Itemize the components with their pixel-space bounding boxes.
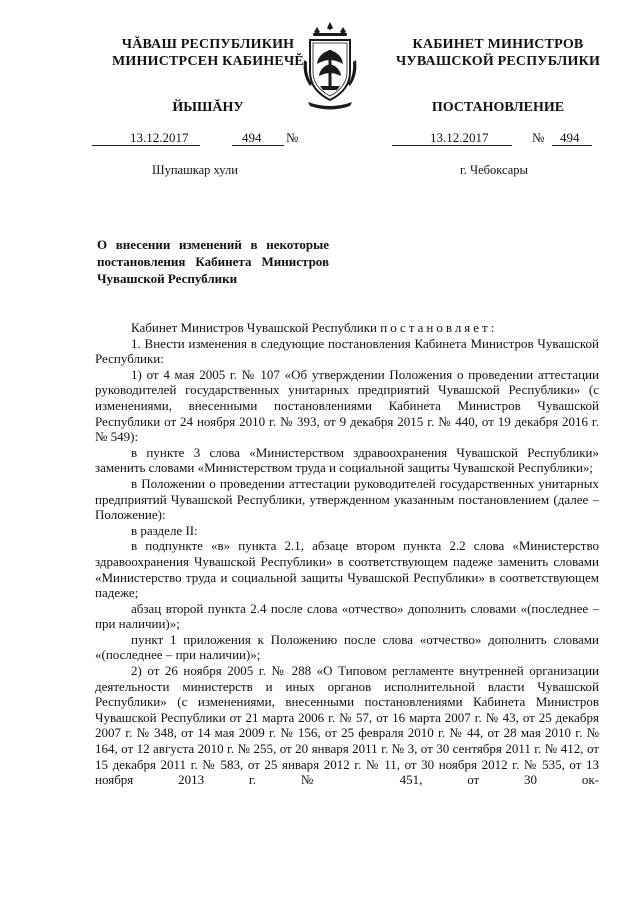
body-paragraph: 1. Внести изменения в следующие постановления Кабинета Министров Чувашской Республики: — [95, 335, 599, 367]
header-right-line2: ЧУВАШСКОЙ РЕСПУБЛИКИ — [395, 54, 601, 69]
header-left-line1: ЧĂВАШ РЕСПУБЛИКИН — [121, 37, 295, 52]
left-date: 13.12.2017 — [130, 130, 189, 145]
number-row-right — [392, 130, 602, 148]
document-body — [95, 320, 599, 788]
header-right-line1: КАБИНЕТ МИНИСТРОВ — [412, 37, 584, 52]
right-number-sign: № — [532, 130, 545, 145]
body-paragraph: пункт 1 приложения к Положению после слова «отчество» дополнить словами «(последнее – при наличии)»; — [95, 631, 599, 663]
right-number: 494 — [560, 130, 580, 145]
body-paragraph: в разделе II: — [131, 522, 198, 538]
header-left — [95, 36, 321, 115]
body-paragraph: в пункте 3 слова «Министерством здравоохранения Чувашской Республики» заменить словами «Министерством труда и социальной защиты Чувашской Республики»; — [95, 444, 599, 476]
place-right: г. Чебоксары — [460, 163, 528, 177]
body-intro-verb: постановляет: — [380, 320, 498, 335]
header-left-line2: МИНИСТРСЕН КАБИНЕЧĔ — [112, 54, 304, 69]
left-number: 494 — [242, 130, 262, 145]
body-paragraph: в подпункте «в» пункта 2.1, абзаце втором пункта 2.2 слова «Министерство здравоохранения Чувашской Республики» в соответствующем падеже заменить словами «Министерство труда и социальной защиты Чувашской Республики» в соответствующем падеже; — [95, 538, 599, 601]
header-right — [388, 36, 608, 115]
chuvash-emblem-icon — [300, 20, 360, 110]
header-left-doc-kind: ЙЫШĂНУ — [172, 100, 244, 115]
body-paragraph: 1) от 4 мая 2005 г. № 107 «Об утверждении Положения о проведении аттестации руководителей государственных унитарных предприятий Чувашской Республики» (с изменениями, внесенными постановлениями Кабинета Министров Чувашской Республики от 24 ноября 2010 г. № 393, от 9 декабря 2015 г. № 440, от 19 декабря 2016 г. № 549): — [95, 366, 599, 445]
left-number-sign: № — [286, 130, 299, 145]
place-left: Шупашкар хули — [152, 163, 238, 177]
body-intro — [95, 320, 599, 336]
body-intro-subject: Кабинет Министров Чувашской Республики — [131, 320, 377, 335]
body-paragraph: 2) от 26 ноября 2005 г. № 288 «О Типовом регламенте внутренней организации деятельности министерств и иных органов исполнительной власти Чувашской Республики» (с изменениями, внесенными постановлениями Кабинета Министров Чувашской Республики от 21 марта 2006 г. № 57, от 16 марта 2007 г. № 43, от 25 декабря 2007 г. № 348, от 14 мая 2009 г. № 156, от 25 февраля 2010 г. № 44, от 28 мая 2010 г. № 164, от 12 августа 2010 г. № 255, от 20 января 2011 г. № 3, от 30 сентября 2011 г. № 412, от 15 декабря 2011 г. № 583, от 25 января 2012 г. № 11, от 30 ноября 2012 г. № 535, от 13 ноября 2013 г. № 451, от 30 ок- — [95, 663, 599, 788]
right-date: 13.12.2017 — [430, 130, 489, 145]
body-paragraph: абзац второй пункта 2.4 после слова «отчество» дополнить словами «(последнее – при наличии)»; — [95, 600, 599, 632]
number-row-left — [92, 130, 322, 148]
document-subject: О внесении изменений в некоторые постановления Кабинета Министров Чувашской Республики — [97, 237, 329, 286]
body-paragraph: в Положении о проведении аттестации руководителей государственных унитарных предприятий Чувашской Республики, утвержденном указанным постановлением (далее – Положение): — [95, 475, 599, 523]
header-right-doc-kind: ПОСТАНОВЛЕНИЕ — [431, 100, 565, 115]
